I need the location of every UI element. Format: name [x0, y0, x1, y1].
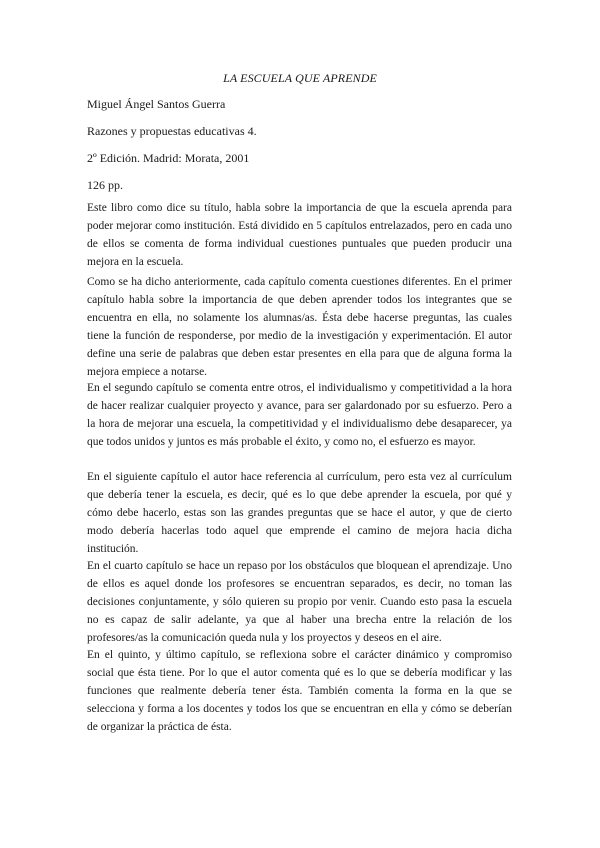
page-count-line: 126 pp. — [87, 178, 123, 192]
paragraph-intro: Este libro como dice su título, habla sobre la importancia de que la escuela aprenda para poder mejorar como institución. Está dividido en 5 capítulos entrelazados, pero en cada uno de ellos se comenta de forma individual cuestiones puntuales que pueden producir una mejora en la escuela. — [87, 202, 512, 268]
paragraph-chapter-3: En el siguiente capítulo el autor hace referencia al currículum, pero esta vez al currículum que debería tener la escuela, es decir, qué es lo que debe aprender la escuela, por qué y cómo debe hacerlo, estas son las grandes preguntas que se hace el autor, y que de cierto modo debería hacerlas todo aquel que emprende el camino de mejora hacia dicha institución. — [87, 471, 512, 555]
paragraph-chapter-4: En el cuarto capítulo se hace un repaso por los obstáculos que bloquean el aprendizaje. Uno de ellos es aquel donde los profesores se encuentran separados, es decir, no toman las decisiones conjuntamente, y sólo quieren su propio por venir. Cuando esto pasa la escuela no es capaz de salir adelante, ya que al haber una brecha entre la relación de los profesores/as la comunicación queda nula y los proyectos y deseos en el aire. — [87, 560, 512, 644]
author-line: Miguel Ángel Santos Guerra — [87, 97, 226, 111]
paragraph-chapter-1: Como se ha dicho anteriormente, cada capítulo comenta cuestiones diferentes. En el primer capítulo habla sobre la importancia de que deben aprender todos los integrantes que se encuentra en ella, no solamente los alumnas/as. Ésta debe hacerse preguntas, las cuales tiene la función de responderse, por medio de la investigación y experimentación. El autor define una serie de palabras que deben estar presentes en ella para que de alguna forma la mejora empiece a notarse. — [87, 276, 512, 378]
document-title: LA ESCUELA QUE APRENDE — [223, 71, 377, 85]
edition-line: 2º Edición. Madrid: Morata, 2001 — [87, 151, 250, 165]
paragraph-chapter-5: En el quinto, y último capítulo, se reflexiona sobre el carácter dinámico y compromiso social que ésta tiene. Por lo que el autor comenta qué es lo que se debería modificar y las funciones que realmente debería tener ésta. También comenta la forma en la que se selecciona y forma a los docentes y todos los que se encuentran en ella y cómo se deberían de organizar la práctica de ésta. — [87, 649, 512, 733]
series-line: Razones y propuestas educativas 4. — [87, 124, 257, 138]
paragraph-chapter-2: En el segundo capítulo se comenta entre otros, el individualismo y competitividad a la hora de hacer realizar cualquier proyecto y avance, para ser galardonado por su esfuerzo. Pero a la hora de mejorar una escuela, la competitividad y el individualismo debe desaparecer, ya que todos unidos y juntos es más probable el éxito, y como no, el esfuerzo es mayor. — [87, 382, 512, 448]
